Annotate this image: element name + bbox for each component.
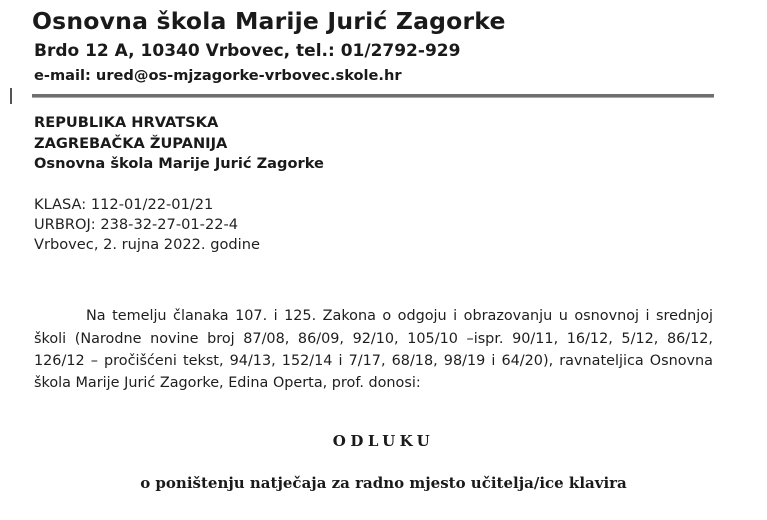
place-date-line: Vrbovec, 2. rujna 2022. godine	[34, 236, 260, 253]
issuer-county: ZAGREBAČKA ŽUPANIJA	[34, 134, 228, 152]
letterhead-email: e-mail: ured@os-mjzagorke-vrbovec.skole.hr	[34, 67, 402, 84]
letterhead-address: Brdo 12 A, 10340 Vrbovec, tel.: 01/2792-929	[34, 41, 461, 61]
letterhead-school-name: Osnovna škola Marije Jurić Zagorke	[32, 7, 506, 35]
decision-subtitle: o poništenju natječaja za radno mjesto učitelja/ice klavira	[140, 474, 627, 492]
reference-block	[34, 195, 260, 255]
klasa-line: KLASA: 112-01/22-01/21	[34, 196, 214, 213]
issuer-country: REPUBLIKA HRVATSKA	[34, 114, 219, 131]
decision-title: ODLUKU	[332, 432, 435, 450]
header-divider	[32, 94, 714, 98]
urbroj-line: URBROJ: 238-32-27-01-22-4	[34, 216, 239, 233]
intro-paragraph: Na temelju članaka 107. i 125. Zakona o odgoju i obrazovanju u osnovnoj i srednjoj školi (Narodne novine broj 87/08, 86/09, 92/10, 105/10 –ispr. 90/11, 16/12, 5/12, 86/12, 126/12 – pročišćeni tekst, 94/13, 152/14 i 7/17, 68/18, 98/19 i 64/20), ravnateljica Osnovna škola Marije Jurić Zagorke, Edina Operta, prof. donosi:	[34, 308, 713, 391]
issuer-block	[34, 113, 324, 175]
issuer-institution: Osnovna škola Marije Jurić Zagorke	[34, 155, 324, 172]
margin-mark	[10, 88, 12, 104]
